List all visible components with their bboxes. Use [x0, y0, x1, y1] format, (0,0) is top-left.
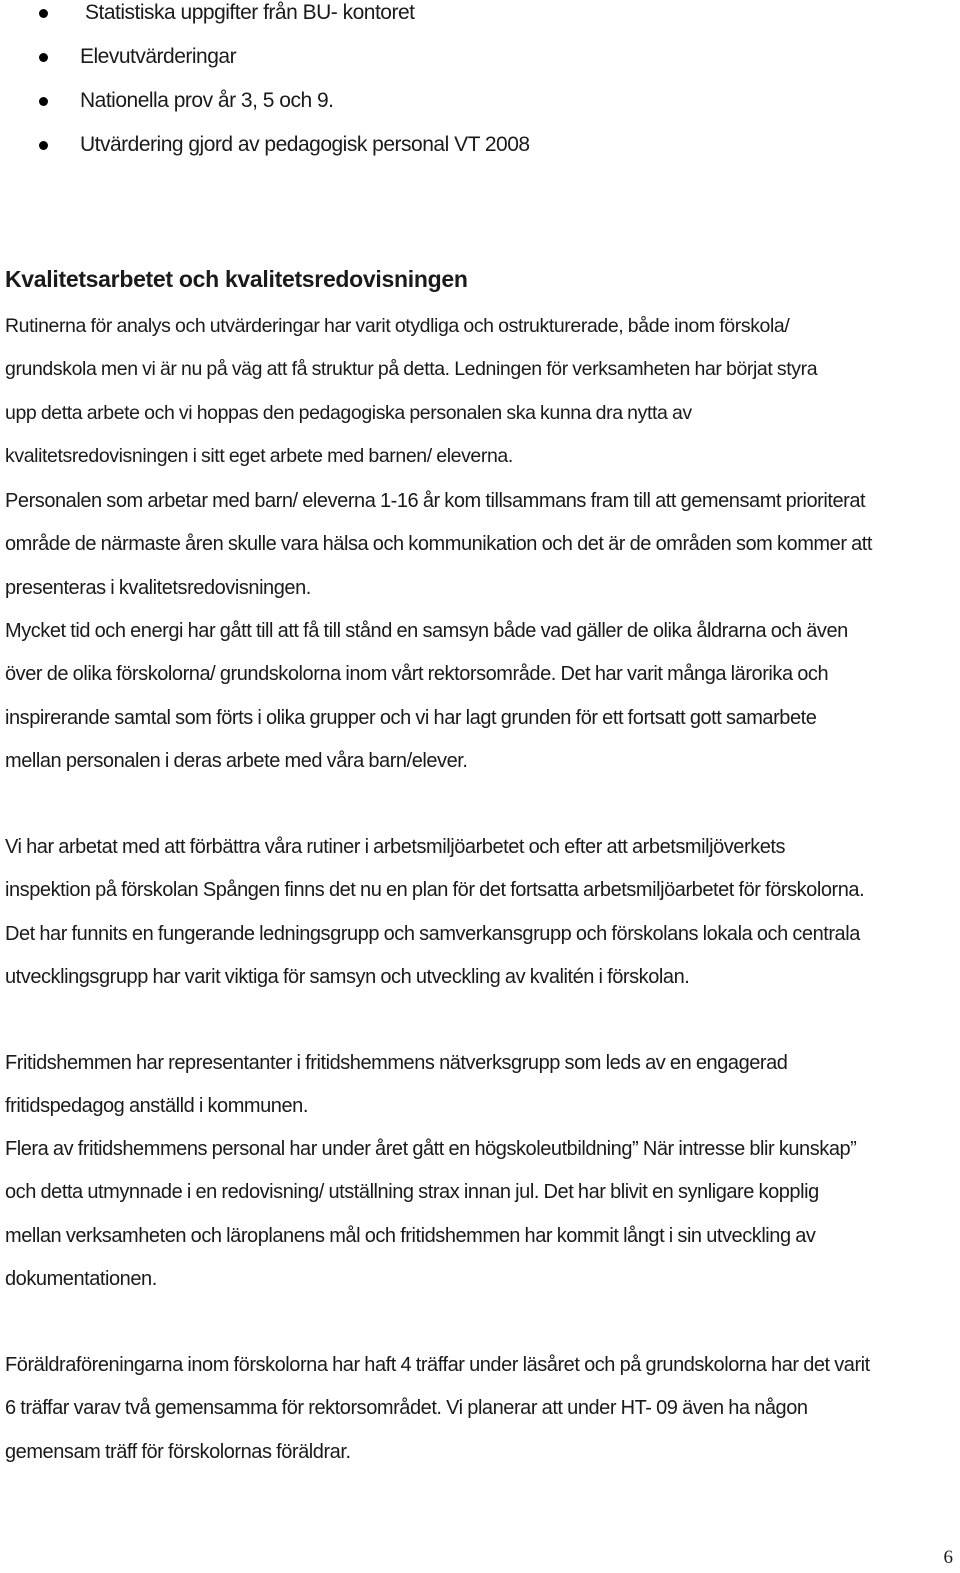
- paragraph-line: upp detta arbete och vi hoppas den pedagogiska personalen ska kunna dra nytta av: [5, 401, 692, 424]
- paragraph-line: mellan verksamheten och läroplanens mål och fritidshemmen har kommit långt i sin utveckling av: [5, 1224, 816, 1247]
- paragraph-line: och detta utmynnade i en redovisning/ utställning strax innan jul. Det har blivit en synligare kopplig: [5, 1181, 819, 1204]
- paragraph-line: över de olika förskolorna/ grundskolorna inom vårt rektorsområde. Det har varit många lärorika och: [5, 663, 829, 686]
- bullet-icon: [39, 53, 48, 62]
- bullet-icon: [39, 97, 48, 106]
- paragraph-priorities: [5, 480, 960, 610]
- bullet-item: [0, 79, 960, 123]
- bullet-item: [0, 35, 960, 79]
- paragraph-line: Mycket tid och energi har gått till att få till stånd en samsyn både vad gäller de olika åldrarna och även: [5, 620, 848, 642]
- paragraph-after-school-training: [5, 1128, 960, 1302]
- bullet-icon: [39, 9, 48, 18]
- paragraph-line: Rutinerna för analys och utvärderingar har varit otydliga och ostrukturerade, både inom förskola/: [5, 315, 790, 337]
- paragraph-line: Personalen som arbetar med barn/ eleverna 1-16 år kom tillsammans fram till att gemensamt prioriterat: [5, 490, 866, 512]
- paragraph-line: grundskola men vi är nu på väg att få struktur på detta. Ledningen för verksamheten har börjat styra: [5, 358, 818, 381]
- bullet-text: Nationella prov år 3, 5 och 9.: [80, 89, 334, 112]
- paragraph-work-environment: [5, 826, 960, 1000]
- paragraph-line: presenteras i kvalitetsredovisningen.: [5, 576, 311, 599]
- paragraph-line: fritidspedagog anställd i kommunen.: [5, 1095, 308, 1118]
- paragraph-line: område de närmaste åren skulle vara hälsa och kommunikation och det är de områden som kommer att: [5, 533, 873, 556]
- paragraph-after-school-network: [5, 1042, 960, 1129]
- paragraph-consensus: [5, 610, 960, 784]
- page-number: 6: [943, 1547, 953, 1568]
- paragraph-line: gemensam träff för förskolornas föräldrar.: [5, 1440, 351, 1463]
- bullet-text: Statistiska uppgifter från BU- kontoret: [85, 1, 415, 24]
- paragraph-line: dokumentationen.: [5, 1268, 157, 1291]
- paragraph-line: Vi har arbetat med att förbättra våra rutiner i arbetsmiljöarbetet och efter att arbetsmiljöverkets: [5, 836, 786, 858]
- paragraph-line: utvecklingsgrupp har varit viktiga för samsyn och utveckling av kvalitén i förskolan.: [5, 966, 690, 989]
- paragraph-line: inspirerande samtal som förts i olika grupper och vi har lagt grunden för ett fortsatt gott samarbete: [5, 706, 817, 729]
- paragraph-line: kvalitetsredovisningen i sitt eget arbete med barnen/ eleverna.: [5, 445, 513, 468]
- section-heading: Kvalitetsarbetet och kvalitetsredovisningen: [5, 266, 468, 292]
- bullet-item: [0, 0, 960, 35]
- bullet-text: Elevutvärderingar: [80, 45, 237, 68]
- paragraph-line: Föräldraföreningarna inom förskolorna har haft 4 träffar under läsåret och på grundskolorna har det varit: [5, 1354, 870, 1376]
- bullet-icon: [39, 141, 48, 150]
- paragraph-line: inspektion på förskolan Spången finns det nu en plan för det fortsatta arbetsmiljöarbetet för förskolorna.: [5, 879, 865, 902]
- paragraph-line: mellan personalen i deras arbete med våra barn/elever.: [5, 750, 468, 773]
- bullet-text: Utvärdering gjord av pedagogisk personal VT 2008: [80, 133, 530, 156]
- bullet-list: [0, 0, 960, 167]
- paragraph-line: Flera av fritidshemmens personal har under året gått en högskoleutbildning” När intresse blir kunskap”: [5, 1138, 857, 1160]
- bullet-item: [0, 123, 960, 167]
- paragraph-line: Fritidshemmen har representanter i fritidshemmens nätverksgrupp som leds av en engagerad: [5, 1052, 788, 1074]
- paragraph-line: Det har funnits en fungerande ledningsgrupp och samverkansgrupp och förskolans lokala och centrala: [5, 922, 860, 945]
- paragraph-line: 6 träffar varav två gemensamma för rektorsområdet. Vi planerar att under HT- 09 även ha någon: [5, 1397, 808, 1420]
- paragraph-routines: [5, 305, 960, 479]
- paragraph-parent-associations: [5, 1344, 960, 1474]
